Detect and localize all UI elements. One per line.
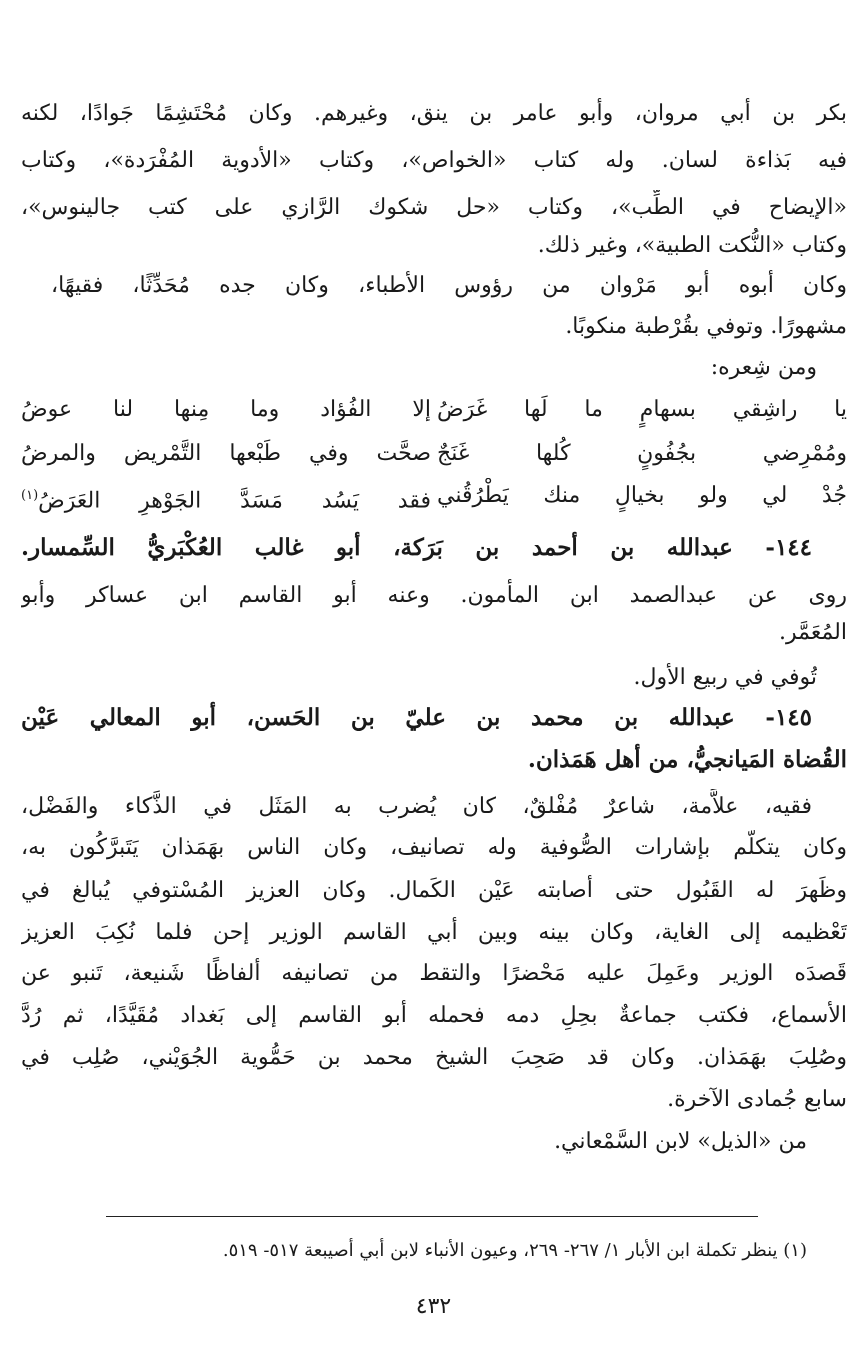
footnote-marker: (١)	[21, 488, 39, 503]
body-line: تَعْظيمه إلى الغاية، وكان بينه وبين أبي القاسم الوزير إحن فلما نُكِبَ العزيز	[21, 920, 847, 945]
poem-verse	[21, 478, 847, 518]
verse-second-text: فقد يَسُد مَسَدَّ الجَوْهرِ العَرَضُ	[38, 488, 431, 514]
footnote-separator	[106, 1216, 758, 1217]
page-number: ٤٣٢	[415, 1294, 452, 1319]
verse-second-hemistich: إلا الفُؤاد وما مِنها لنا عوضُ	[21, 397, 431, 422]
body-line: بكر بن أبي مروان، وأبو عامر بن ينق، وغيرهم. وكان مُحْتَشِمًا جَوادًا، لكنه	[21, 101, 847, 126]
body-line: المُعَمَّر.	[779, 620, 847, 645]
verse-first-hemistich: ومُمْرِضي بجُفُونٍ كُلها غَنَجٌ	[437, 441, 847, 466]
poem-intro: ومن شِعره:	[710, 355, 817, 380]
body-line: سابع جُمادى الآخرة.	[667, 1087, 847, 1112]
body-line: روى عن عبدالصمد ابن المأمون. وعنه أبو القاسم ابن عساكر وأبو	[21, 583, 847, 608]
body-line: الأسماع، فكتب جماعةٌ بحِلِ دمه فحمله أبو القاسم إلى بَغداد مُقَيَّدًا، ثم رُدَّ	[21, 1003, 847, 1028]
body-line: فيه بَذاءة لسان. وله كتاب «الخواص»، وكتاب «الأدوية المُفْرَدة»، وكتاب	[21, 148, 847, 173]
body-line: مشهورًا. وتوفي بقُرْطبة منكوبًا.	[565, 314, 847, 339]
verse-first-hemistich: جُدْ لي ولو بخيالٍ منك يَطْرُقُني	[437, 483, 847, 508]
verse-second-hemistich	[21, 478, 431, 518]
source-citation: من «الذيل» لابن السَّمْعاني.	[554, 1129, 807, 1154]
body-line: «الإيضاح في الطِّب»، وكتاب «حل شكوك الرَّازي على كتب جالينوس»،	[21, 195, 847, 220]
verse-first-hemistich: يا راشِقي بسهامٍ ما لَها غَرَضُ	[437, 397, 847, 422]
body-line: قَصدَه الوزير وعَمِلَ عليه مَحْضرًا والتقط من تصانيفه ألفاظًا شَنيعة، تَنبو عن	[21, 961, 847, 986]
body-line: تُوفي في ربيع الأول.	[633, 665, 817, 690]
footnote: (١) ينظر تكملة ابن الأبار ١/ ٢٦٧- ٢٦٩، وعيون الأنباء لابن أبي أصيبعة ٥١٧- ٥١٩.	[222, 1240, 807, 1261]
body-line: وكتاب «النُّكت الطبية»، وغير ذلك.	[537, 233, 847, 258]
poem-verse	[21, 436, 847, 476]
verse-second-hemistich: صحَّت وفي طَبْعها التَّمْريض والمرضُ	[21, 441, 431, 466]
body-line: وكان يتكلّم بإشارات الصُّوفية وله تصانيف، وكان الناس بهَمَذان يَتَبرَّكُون به،	[21, 835, 847, 860]
entry-144-heading: ١٤٤- عبدالله بن أحمد بن بَرَكة، أبو غالب العُكْبَريُّ السِّمسار.	[21, 534, 812, 561]
entry-145-heading-cont: القُضاة المَيانجيُّ، من أهل هَمَذان.	[527, 746, 847, 773]
poem-verse	[21, 392, 847, 432]
body-line: فقيه، علاَّمة، شاعرٌ مُفْلقٌ، كان يُضرب به المَثَل في الذَّكاء والفَضْل،	[21, 794, 812, 819]
entry-145-heading: ١٤٥- عبدالله بن محمد بن عليّ بن الحَسن، أبو المعالي عَيْن	[21, 704, 812, 731]
body-line: وظَهرَ له القَبُول حتى أصابته عَيْن الكَمال. وكان العزيز المُسْتوفي يُبالغ في	[21, 878, 847, 903]
body-line: وصُلِبَ بهَمَذان. وكان قد صَحِبَ الشيخ محمد بن حَمُّوية الجُوَيْني، صُلِب في	[21, 1045, 847, 1070]
body-line: وكان أبوه أبو مَرْوان من رؤوس الأطباء، وكان جده مُحَدِّثًا، فقيهًا،	[51, 273, 847, 298]
